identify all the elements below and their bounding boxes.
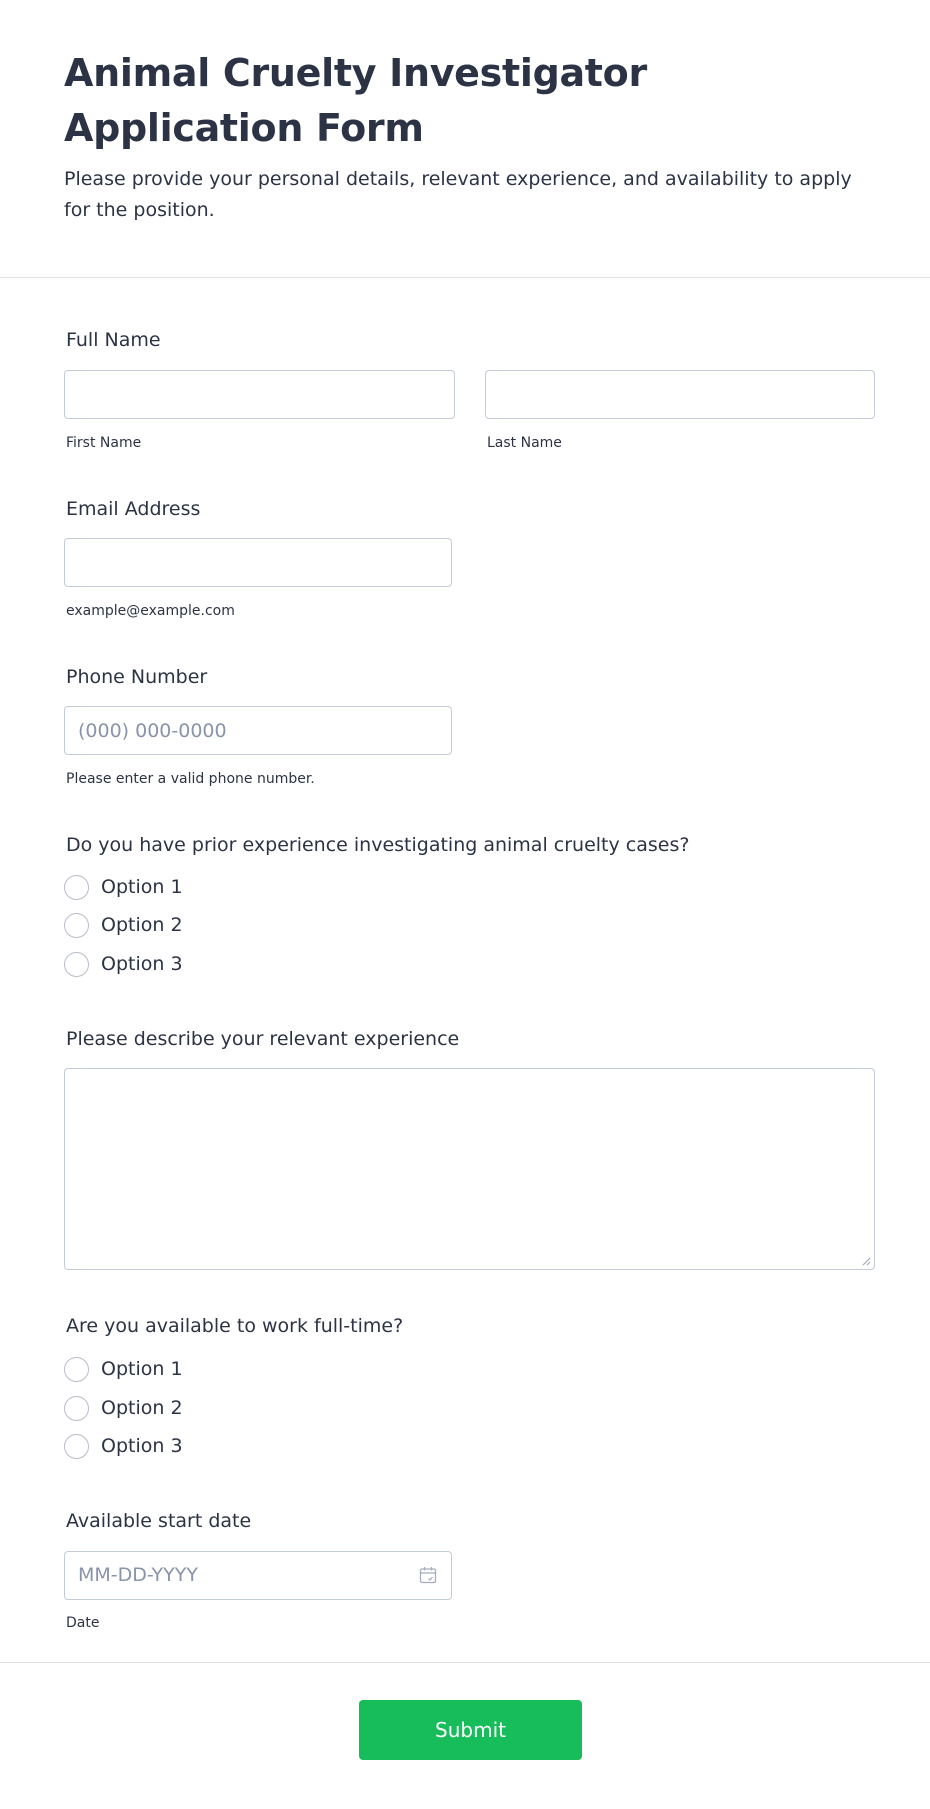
radio-button[interactable] (64, 875, 89, 900)
radio-option-label: Option 3 (101, 953, 183, 975)
start-date-field[interactable] (64, 1551, 452, 1600)
full-time-option-2[interactable] (64, 1395, 183, 1421)
first-name-sublabel: First Name (66, 435, 142, 451)
radio-option-label: Option 1 (101, 1358, 183, 1380)
radio-button[interactable] (64, 1434, 89, 1459)
email-field[interactable] (64, 538, 452, 587)
calendar-icon[interactable] (419, 1566, 437, 1584)
radio-button[interactable] (64, 952, 89, 977)
full-time-label: Are you available to work full-time? (66, 1315, 404, 1337)
phone-field[interactable] (64, 706, 452, 755)
form-subtitle: Please provide your personal details, relevant experience, and availability to apply for the position. (64, 168, 852, 221)
submit-button[interactable]: Submit (359, 1700, 582, 1760)
full-time-option-1[interactable] (64, 1356, 183, 1382)
start-date-sublabel: Date (66, 1615, 100, 1631)
prior-experience-option-2[interactable] (64, 912, 183, 938)
phone-sublabel: Please enter a valid phone number. (66, 771, 315, 787)
prior-experience-option-1[interactable] (64, 874, 183, 900)
last-name-input[interactable] (485, 370, 875, 419)
radio-option-label: Option 3 (101, 1435, 183, 1457)
full-time-option-3[interactable] (64, 1433, 183, 1459)
phone-label: Phone Number (66, 666, 208, 688)
prior-experience-option-3[interactable] (64, 951, 183, 977)
full-name-label: Full Name (66, 329, 161, 351)
date-placeholder: MM-DD-YYYY (78, 1564, 198, 1586)
start-date-label: Available start date (66, 1510, 252, 1532)
prior-experience-label: Do you have prior experience investigating animal cruelty cases? (66, 834, 690, 856)
experience-description-label: Please describe your relevant experience (66, 1028, 460, 1050)
resize-grip-icon[interactable] (861, 1256, 871, 1266)
first-name-input[interactable] (64, 370, 455, 419)
radio-button[interactable] (64, 1357, 89, 1382)
last-name-sublabel: Last Name (487, 435, 562, 451)
radio-option-label: Option 2 (101, 1397, 183, 1419)
experience-description-textarea[interactable] (64, 1068, 875, 1270)
email-sublabel: example@example.com (66, 603, 235, 619)
form-header (0, 0, 930, 278)
form-title: Animal Cruelty Investigator Application Form (64, 51, 647, 150)
radio-option-label: Option 2 (101, 914, 183, 936)
email-label: Email Address (66, 498, 201, 520)
radio-option-label: Option 1 (101, 876, 183, 898)
radio-button[interactable] (64, 913, 89, 938)
radio-button[interactable] (64, 1396, 89, 1421)
